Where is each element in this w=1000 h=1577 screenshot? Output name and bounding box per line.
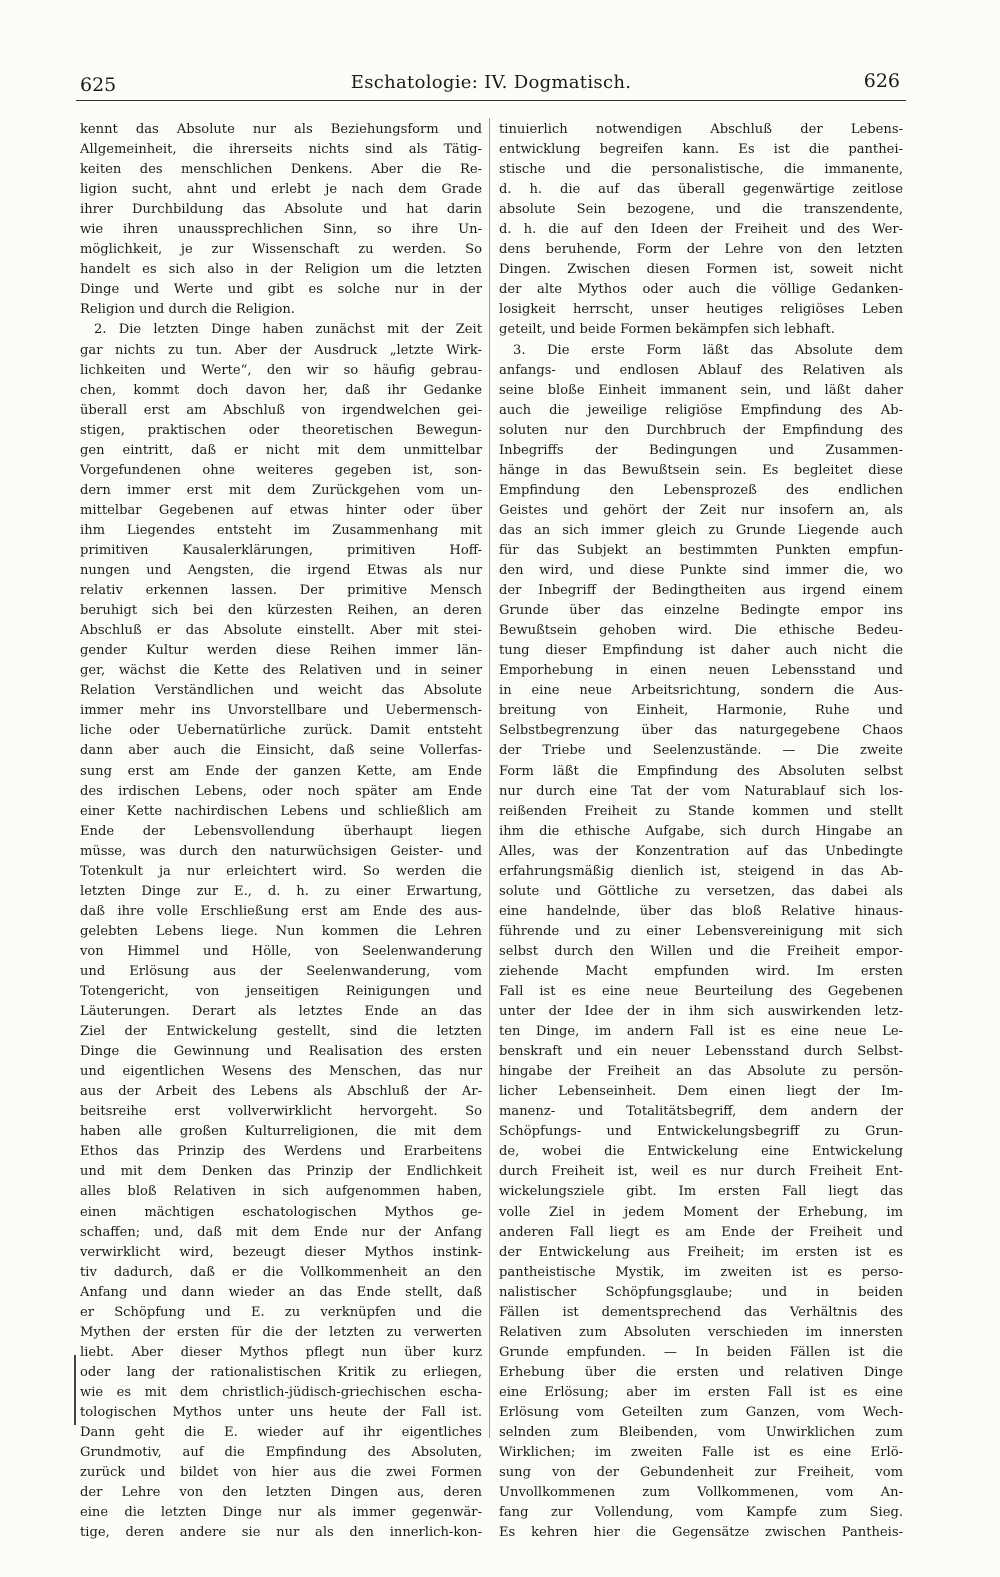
text-line: Allgemeinheit, die ihrerseits nichts sind als Tätig- [80, 142, 482, 158]
text-line: liche oder Uebernatürliche zurück. Damit entsteht [80, 723, 482, 739]
text-line: primitiven Kausalerklärungen, primitiven Hoff- [80, 542, 482, 558]
text-line: beruhigt sich bei den kürzesten Reihen, an deren [80, 603, 482, 619]
text-line: Bewußtsein gehoben wird. Die ethische Bedeu- [499, 623, 903, 639]
text-line: auch die jeweilige religiöse Empfindung des Ab- [499, 402, 903, 418]
text-line: erfahrungsmäßig dienlich ist, steigend in das Ab- [499, 863, 903, 879]
text-line: kennt das Absolute nur als Beziehungsform und [80, 122, 482, 137]
text-line: und Erlösung aus der Seelenwanderung, vom [80, 963, 482, 979]
text-line: solute und Göttliche zu versetzen, das dabei als [499, 883, 903, 899]
text-line: entwicklung begreifen kann. Es ist die panthei- [499, 142, 903, 158]
text-line: ligion sucht, ahnt und erlebt je nach dem Grade [80, 182, 482, 198]
text-line: schaffen; und, daß mit dem Ende nur der Anfang [80, 1224, 482, 1240]
text-line: einer Kette nachirdischen Lebens und schließlich am [80, 803, 482, 819]
text-line: immer mehr ins Unvorstellbare und Uebermensch- [80, 703, 482, 719]
text-line: stigen, praktischen oder theoretischen Bewegun- [80, 422, 482, 438]
text-line: nur durch eine Tat der vom Naturablauf sich los- [499, 783, 903, 799]
text-line: dern immer erst mit dem Zurückgehen vom un- [80, 482, 482, 498]
text-line: und mit dem Denken das Prinzip der Endlichkeit [80, 1164, 482, 1180]
text-line: für das Subjekt an bestimmten Punkten empfun- [499, 542, 903, 558]
text-line: gen eintritt, daß er nicht mit dem unmittelbar [80, 442, 482, 458]
text-line: Emporhebung in einen neuen Lebensstand und [499, 663, 903, 679]
text-line: Fall ist es eine neue Beurteilung des Gegebenen [499, 984, 903, 1000]
text-line: Alles, was der Konzentration auf das Unbedingte [499, 843, 903, 859]
text-line: selnden zum Bleibenden, vom Unwirklichen zum [499, 1425, 903, 1441]
text-line: tinuierlich notwendigen Abschluß der Lebens- [499, 122, 903, 137]
text-line: geteilt, und beide Formen bekämpfen sich lebhaft. [499, 322, 835, 338]
text-line: volle Ziel in jedem Moment der Erhebung, im [499, 1204, 903, 1220]
page-header [76, 70, 906, 101]
text-line: lichkeiten und Werte“, den wir so häufig gebrau- [80, 362, 482, 378]
text-line: müsse, was durch den naturwüchsigen Geister- und [80, 843, 482, 859]
text-line: soluten nur den Durchbruch der Empfindung des [499, 422, 903, 438]
text-line: chen, kommt doch davon her, daß ihr Gedanke [80, 382, 482, 398]
text-line: handelt es sich also in der Religion um die letzten [80, 262, 482, 278]
text-line: Wirklichen; im zweiten Falle ist es eine Erlö- [499, 1445, 903, 1461]
text-line: losigkeit herrscht, unser heutiges religiöses Leben [499, 302, 903, 318]
text-line: Grunde empfunden. — In beiden Fällen ist die [499, 1344, 903, 1360]
text-line: 2. Die letzten Dinge haben zunächst mit der Zeit [94, 322, 482, 338]
text-line: Erlösung vom Geteilten zum Ganzen, vom Wech- [499, 1405, 903, 1420]
text-line: benskraft und ein neuer Lebensstand durch Selbst- [499, 1044, 903, 1060]
text-line: letzten Dinge zur E., d. h. zu einer Erwartung, [80, 883, 482, 899]
text-line: Abschluß er das Absolute einstellt. Aber mit stei- [80, 623, 482, 639]
text-line: Läuterungen. Derart als letztes Ende an das [80, 1004, 482, 1020]
text-line: selbst durch den Willen und die Freiheit empor- [499, 943, 903, 959]
text-line: gender Kultur werden diese Reihen immer län- [80, 643, 482, 659]
text-line: hingabe der Freiheit an das Absolute zu persön- [499, 1064, 903, 1080]
text-line: der Lehre von den letzten Dingen aus, deren [80, 1485, 482, 1501]
text-line: d. h. die auf das überall gegenwärtige zeitlose [499, 182, 903, 198]
text-line: führende und zu einer Lebensvereinigung mit sich [499, 923, 903, 939]
text-line: manenz- und Totalitätsbegriff, dem andern der [499, 1104, 903, 1120]
text-line: Relativen zum Absoluten verschieden im innersten [499, 1324, 903, 1340]
text-line: Selbstbegrenzung über das naturgegebene Chaos [499, 723, 903, 739]
text-line: Es kehren hier die Gegensätze zwischen Pantheis- [499, 1525, 903, 1541]
text-line: fang zur Vollendung, vom Kampfe zum Sieg. [499, 1505, 903, 1521]
text-line: Vorgefundenen ohne weiteres gegeben ist, son- [80, 462, 482, 478]
text-line: anderen Fall liegt es am Ende der Freiheit und [499, 1224, 903, 1240]
text-line: beitsreihe erst vollverwirklicht hervorgeht. So [80, 1104, 482, 1120]
text-line: der Triebe und Seelenzustände. — Die zweite [499, 743, 903, 759]
text-line: das an sich immer gleich zu Grunde Liegende auch [499, 522, 903, 538]
text-line: durch Freiheit ist, weil es nur durch Freiheit Ent- [499, 1164, 903, 1180]
text-line: ihm Liegendes entsteht im Zusammenhang mit [80, 522, 482, 538]
text-line: eine handelnde, über das bloß Relative hinaus- [499, 903, 903, 919]
text-line: tologischen Mythos unter uns heute der Fall ist. [80, 1405, 482, 1420]
text-line: in eine neue Arbeitsrichtung, sondern die Aus- [499, 683, 903, 699]
text-line: keiten des menschlichen Denkens. Aber die Re- [80, 162, 482, 178]
text-line: Ziel der Entwickelung gestellt, sind die letzten [80, 1024, 482, 1040]
text-line: mittelbar Gegebenen auf etwas hinter oder über [80, 502, 482, 518]
text-line: aus der Arbeit des Lebens als Abschluß der Ar- [80, 1084, 482, 1100]
text-line: stische und die personalistische, die immanente, [499, 162, 903, 178]
text-line: reißenden Freiheit zu Stande kommen und stellt [499, 803, 903, 819]
text-line: der Inbegriff der Bedingtheiten aus irgend einem [499, 583, 903, 599]
text-line: relativ erkennen lassen. Der primitive Mensch [80, 583, 482, 599]
text-line: Unvollkommenen zum Vollkommenen, vom An- [499, 1485, 903, 1501]
text-line: gar nichts zu tun. Aber der Ausdruck „letzte Wirk- [80, 342, 482, 358]
text-line: und eigentlichen Wesens des Menschen, das nur [80, 1064, 482, 1080]
text-line: liebt. Aber dieser Mythos pflegt nun über kurz [80, 1344, 482, 1360]
left-text-column [80, 120, 482, 1541]
text-line: eine Erlösung; aber im ersten Fall ist es eine [499, 1384, 903, 1400]
left-page-number: 625 [80, 74, 117, 96]
text-line: pantheistische Mystik, im zweiten ist es perso- [499, 1264, 903, 1280]
text-line: Ende der Lebensvollendung überhaupt liegen [80, 823, 482, 839]
text-line: de, wobei die Entwickelung eine Entwickelung [499, 1144, 903, 1160]
text-line: Dinge und Werte und gibt es solche nur in der [80, 282, 482, 298]
text-line: der Entwickelung aus Freiheit; im ersten ist es [499, 1244, 903, 1260]
text-line: Ethos das Prinzip des Werdens und Erarbeitens [80, 1144, 482, 1160]
column-divider [489, 118, 490, 1438]
text-line: alles bloß Relativen in sich aufgenommen haben, [80, 1184, 482, 1200]
margin-pencil-mark [74, 1355, 76, 1425]
text-line: Dingen. Zwischen diesen Formen ist, soweit nicht [499, 262, 903, 278]
text-line: nungen und Aengsten, die irgend Etwas als nur [80, 563, 482, 579]
text-line: tiv dadurch, daß er die Vollkommenheit an den [80, 1264, 482, 1280]
text-line: anfangs- und endlosen Ablauf des Relativen als [499, 362, 903, 378]
text-line: er Schöpfung und E. zu verknüpfen und die [80, 1304, 482, 1320]
text-line: seine bloße Einheit immanent sein, und läßt daher [499, 382, 903, 398]
text-line: gelebten Lebens liege. Nun kommen die Lehren [80, 923, 482, 939]
text-line: dann aber auch die Einsicht, daß seine Vollerfas- [80, 743, 482, 759]
text-line: wickelungsziele gibt. Im ersten Fall liegt das [499, 1184, 903, 1200]
text-line: Grundmotiv, auf die Empfindung des Absoluten, [80, 1445, 482, 1461]
text-line: licher Lebenseinheit. Dem einen liegt der Im- [499, 1084, 903, 1100]
right-text-column [499, 120, 903, 1541]
text-line: möglichkeit, je zur Wissenschaft zu werden. So [80, 242, 482, 258]
text-line: tung dieser Empfindung ist daher auch nicht die [499, 643, 903, 659]
text-line: haben alle großen Kulturreligionen, die mit dem [80, 1124, 482, 1140]
text-line: eine die letzten Dinge nur als immer gegenwär- [80, 1505, 482, 1521]
text-line: ten Dinge, im andern Fall ist es eine neue Le- [499, 1024, 903, 1040]
text-line: überall erst am Abschluß von irgendwelchen gei- [80, 402, 482, 418]
text-line: oder lang der rationalistischen Kritik zu erliegen, [80, 1364, 482, 1380]
text-line: Geistes und gehört der Zeit nur insofern an, als [499, 502, 903, 518]
text-line: Inbegriffs der Bedingungen und Zusammen- [499, 442, 903, 458]
text-line: 3. Die erste Form läßt das Absolute dem [513, 342, 903, 358]
text-line: Religion und durch die Religion. [80, 302, 295, 318]
text-line: hänge in das Bewußtsein sein. Es begleitet diese [499, 462, 903, 478]
text-line: einen mächtigen eschatologischen Mythos ge- [80, 1204, 482, 1220]
text-line: ihrer Durchbildung das Absolute und hat darin [80, 202, 482, 218]
text-line: Fällen ist dementsprechend das Verhältnis des [499, 1304, 903, 1320]
text-line: den wird, und diese Punkte sind immer die, wo [499, 563, 903, 579]
text-line: Schöpfungs- und Entwickelungsbegriff zu Grun- [499, 1124, 903, 1140]
text-line: zurück und bildet von hier aus die zwei Formen [80, 1465, 482, 1481]
text-line: Mythen der ersten für die der letzten zu verwerten [80, 1324, 482, 1340]
text-line: sung erst am Ende der ganzen Kette, am Ende [80, 763, 482, 779]
text-line: nalistischer Schöpfungsglaube; und in beiden [499, 1284, 903, 1300]
text-line: wie es mit dem christlich-jüdisch-griechischen escha- [80, 1384, 482, 1400]
text-line: dens beruhende, Form der Lehre von den letzten [499, 242, 903, 258]
text-line: verwirklicht wird, bezeugt dieser Mythos instink- [80, 1244, 482, 1260]
text-line: Anfang und dann wieder an das Ende stellt, daß [80, 1284, 482, 1300]
text-line: Grunde über das einzelne Bedingte empor ins [499, 603, 903, 619]
text-line: ziehende Macht empfunden wird. Im ersten [499, 963, 903, 979]
text-line: ger, wächst die Kette des Relativen und in seiner [80, 663, 482, 679]
text-line: Totengericht, von jenseitigen Reinigungen und [80, 984, 482, 1000]
text-line: von Himmel und Hölle, von Seelenwanderung [80, 943, 482, 959]
text-line: Erhebung über die ersten und relativen Dinge [499, 1364, 903, 1380]
text-line: des irdischen Lebens, oder noch später am Ende [80, 783, 482, 799]
text-line: Dinge die Gewinnung und Realisation des ersten [80, 1044, 482, 1060]
text-line: d. h. die auf den Ideen der Freiheit und des Wer- [499, 222, 903, 238]
running-title: Eschatologie: IV. Dogmatisch. [350, 72, 632, 93]
text-line: Form läßt die Empfindung des Absoluten selbst [499, 763, 903, 779]
text-line: Totenkult ja nur erleichtert wird. So werden die [80, 863, 482, 879]
text-line: Empfindung den Lebensprozeß des endlichen [499, 482, 903, 498]
text-line: tige, deren andere sie nur als den innerlich-kon- [80, 1525, 482, 1541]
text-line: ihm die ethische Aufgabe, sich durch Hingabe an [499, 823, 903, 839]
text-line: Dann geht die E. wieder auf ihr eigentliches [80, 1425, 482, 1441]
text-line: breitung von Einheit, Harmonie, Ruhe und [499, 703, 903, 719]
text-line: unter der Idee der in ihm sich auswirkenden letz- [499, 1004, 903, 1020]
text-line: wie ihren unaussprechlichen Sinn, so ihre Un- [80, 222, 482, 238]
text-line: Relation Verständlichen und weicht das Absolute [80, 683, 482, 699]
right-page-number: 626 [863, 70, 900, 92]
text-line: daß ihre volle Erschließung erst am Ende des aus- [80, 903, 482, 919]
text-line: der alte Mythos oder auch die völlige Gedanken- [499, 282, 903, 298]
text-line: absolute Sein bezogene, und die transzendente, [499, 202, 903, 218]
text-line: sung von der Gebundenheit zur Freiheit, vom [499, 1465, 903, 1481]
